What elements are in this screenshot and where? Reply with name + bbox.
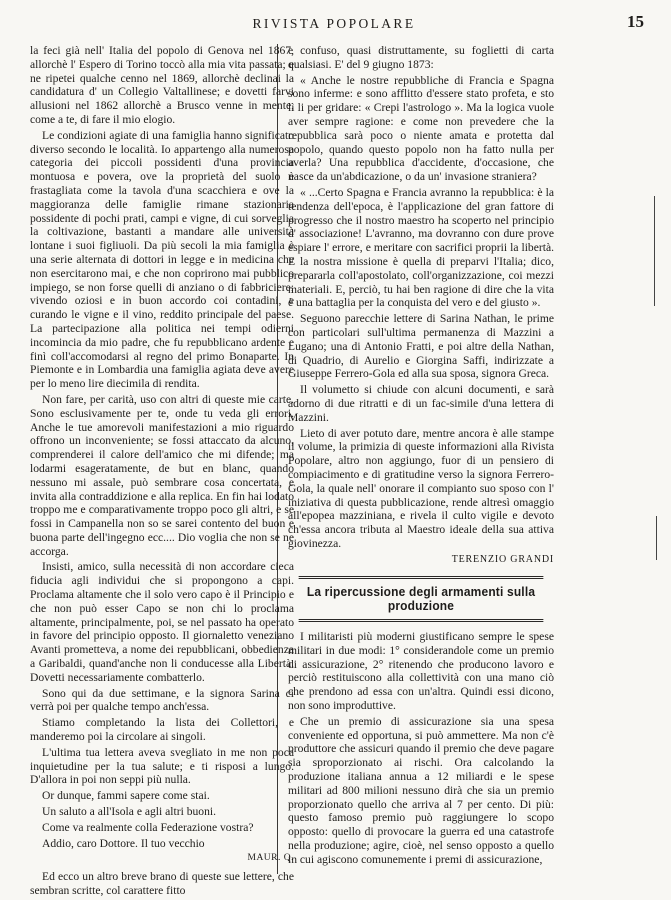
- paragraph: Come va realmente colla Federazione vostra?: [42, 820, 254, 834]
- scan-edge-mark: [654, 196, 655, 306]
- paragraph: « Anche le nostre repubbliche di Francia e Spagna sono inferme: e sono afflitto d'essere stato profeta, e sto lì li per gridare: « Crepi l'astrologo ». Ma la logica vuole aver sempre ragione: e come non prevedere che la repubblica sarà poco o niente amata e protetta dal popolo, quando questo popolo non ha fatto nulla per averla? Una repubblica d'accidente, d'occasione, che nasce da un'abdicazione, o da un' invasione straniera?: [288, 73, 554, 184]
- right-column: [288, 44, 554, 869]
- left-column: [30, 44, 294, 900]
- page-header: [24, 14, 644, 38]
- paragraph: Insisti, amico, sulla necessità di non accordare cieca fiducia agli individui che si propongono a capi. Proclama altamente che il solo vero capo è il Principio e che non può esser Capo se non chi lo proclama altamente, principalmente, poi, se nel passato ha operato in favore del principio opposto. Il giornaletto veneziano Avanti prometteva, a nome dei repubblicani, obbedienza a Garibaldi, quand'anche non li conducesse alla Libertà. Dovetti necessariamente combatterlo.: [30, 560, 294, 684]
- paragraph: Un saluto a all'Isola e agli altri buoni.: [42, 805, 217, 819]
- paragraph: Che un premio di assicurazione sia una spesa conveniente ed opportuna, si può ammettere. Ma non c'è produttore che assicuri quando il premio che deve pagare sia sproporzionato ai rischi. Ora calcolando la produzione italiana annua a 12 miliardi e le spese militari ad 800 milioni nessuno dirà che sia un premio proporzionato quello che arriva al 7 per cento. Di più: questo famoso premio può raggiungere lo scopo opposto: quello di provocare la guerra ed una catastrofe nella produzione; agire, cioè, nel senso opposto a quello in cui agiscono comunemente i premi di assicurazione,: [288, 714, 554, 866]
- paragraph: Lieto di aver potuto dare, mentre ancora è alle stampe il volume, la primizia di queste informazioni alla Rivista Popolare, altro non aggiungo, fuor di un pensiero di compiacimento e di gratitudine verso la signora Ferrero-Gola, la quale nell' onorare il compianto suo sposo con l' iniziativa di questa pubblicazione, rende altresì omaggio all'epopea mazziniana, e rivela il culto vigile e devoto ch'essa ancora tributa al Maestro ideale della sua attiva giovinezza.: [288, 426, 554, 550]
- paragraph: la feci già nell' Italia del popolo di Genova nel 1867, allorchè l' Espero di Torino toccò alla mia vita passata; e ne ripetei qualche cenno nel 1869, allorchè declinai la candidatura d' un Collegio Valtallinese; e dovetti farvi allusioni nel 1862 allorchè a Brusco venne in mente, come a te, di fare il mio elogio.: [30, 44, 294, 126]
- section-title: La ripercussione degli armamenti sulla produzione: [299, 576, 544, 622]
- paragraph: e confuso, quasi distruttamente, su foglietti di carta qualsiasi. E' del 9 giugno 1873:: [288, 44, 554, 71]
- scan-edge-mark: [656, 516, 657, 560]
- page-number: 15: [627, 12, 644, 31]
- paragraph: Addio, caro Dottore. Il tuo vecchio: [42, 836, 205, 850]
- article-signature: TERENZIO GRANDI: [451, 553, 554, 565]
- paragraph: « ...Certo Spagna e Francia avranno la repubblica: è la tendenza dell'epoca, è l'applicazione del gran fattore di progresso che il nostro maestro ha scoperto nel principio d' associazione! L'avranno, ma dovranno con dure prove espiare l' errore, e meritare con sacrifici proprii la libertà. E la nostra missione è quella di preparvi l'Italia; dico, prepararla coll'apostolato, coll'organizzazione, coi mezzi materiali. E, perciò, tu hai ben ragione di dire che la vita è una battaglia per la conquista del vero e del giusto ».: [288, 185, 554, 310]
- paragraph: Le condizioni agiate di una famiglia hanno significato diverso secondo le località. Io appartengo alla numerosa categoria dei piccoli possidenti d'una provincia montuosa e povera, ove la proprietà del suolo è frastagliata come la tavola d'una scacchiera e ove la maggioranza delle famiglie rimane stazionaria possidente di pochi prati, campi e vigne, di cui sorveglia la coltivazione, bastanti a mandare alle università lontane i suoi figliuoli. Da più secoli la mia famiglia è una serie alternata di dottori in legge e in medicina che non esercitarono mai, e che non coprirono mai pubblico impiego, se non forse quelli di anziano o di fabbriciere; vivendo oziosi e in buon accordo coi contadini, e curando le vigne e il vino, reddito principale del paese. La partecipazione alla politica nei tempi odierni incomincia da mio padre, che fu repubblicano ardente e finì coll'accomodarsi al regno del primo Bonaparte. In Piemonte e in Lombardia una famiglia agiata deve avere per lo meno lire diecimila di rendita.: [30, 128, 294, 391]
- paragraph: L'ultima tua lettera aveva svegliato in me non poca inquietudine per la tua salute; e ti risposi a lungo. D'allora in poi non seppi più nulla.: [30, 745, 294, 787]
- paragraph: Or dunque, fammi sapere come stai.: [42, 789, 210, 803]
- letter-signature: MAUR. Q.: [247, 853, 294, 864]
- paragraph: Stiamo completando la lista dei Collettori, e manderemo poi la circolare ai singoli.: [30, 716, 294, 744]
- paragraph: Sono qui da due settimane, e la signora Sarina ci verrà poi per qualche tempo anch'essa.: [30, 686, 294, 714]
- paragraph: Seguono parecchie lettere di Sarina Nathan, le prime con particolari sull'ultima permanenza di Mazzini a Lugano; una di Antonio Fratti, e poi altre della Nathan, di Quadrio, di Aurelio e Giorgina Saffi, indirizzate a Giuseppe Ferrero-Gola ed alla sua sposa, signora Greca.: [288, 312, 554, 381]
- paragraph: Non fare, per carità, uso con altri di queste mie carte. Sono esclusivamente per te, onde tu veda gli errori. Anche le tue amorevoli manifestazioni a mio riguardo offrono un inconveniente; se fossi attaccato da alcuno, comprenderei il calore dell'amico che mi difende; ma lodarmi esageratamente, de but en blanc, quando nessuno mi assale, può sembrare cosa concertata, e invita alla contraddizione e alla replica. En fin hai lodato troppo me e comparativamente troppo poco gli altri, e se fossi in Campanella non so se sarei contento del buon e buona parte dell'ingegno ecc.... Dio voglia che non se ne accorga.: [30, 392, 294, 558]
- journal-title: RIVISTA POPOLARE: [252, 16, 416, 31]
- paragraph: I militaristi più moderni giustificano sempre le spese militari in due modi: 1° considerandole come un premio di assicurazione, 2° ritenendo che producono lavoro e perciò restituiscono alla collettività con una mano ciò che prendono ad essa con un'altra. Quindi essi dicono, non sono improduttive.: [288, 630, 554, 713]
- paragraph: Il volumetto si chiude con alcuni documenti, e sarà adorno di due ritratti e di un fac-simile d'una lettera di Mazzini.: [288, 383, 554, 424]
- paragraph: Ed ecco un altro breve brano di queste sue lettere, che sembran scritte, col carattere fitto: [30, 870, 294, 898]
